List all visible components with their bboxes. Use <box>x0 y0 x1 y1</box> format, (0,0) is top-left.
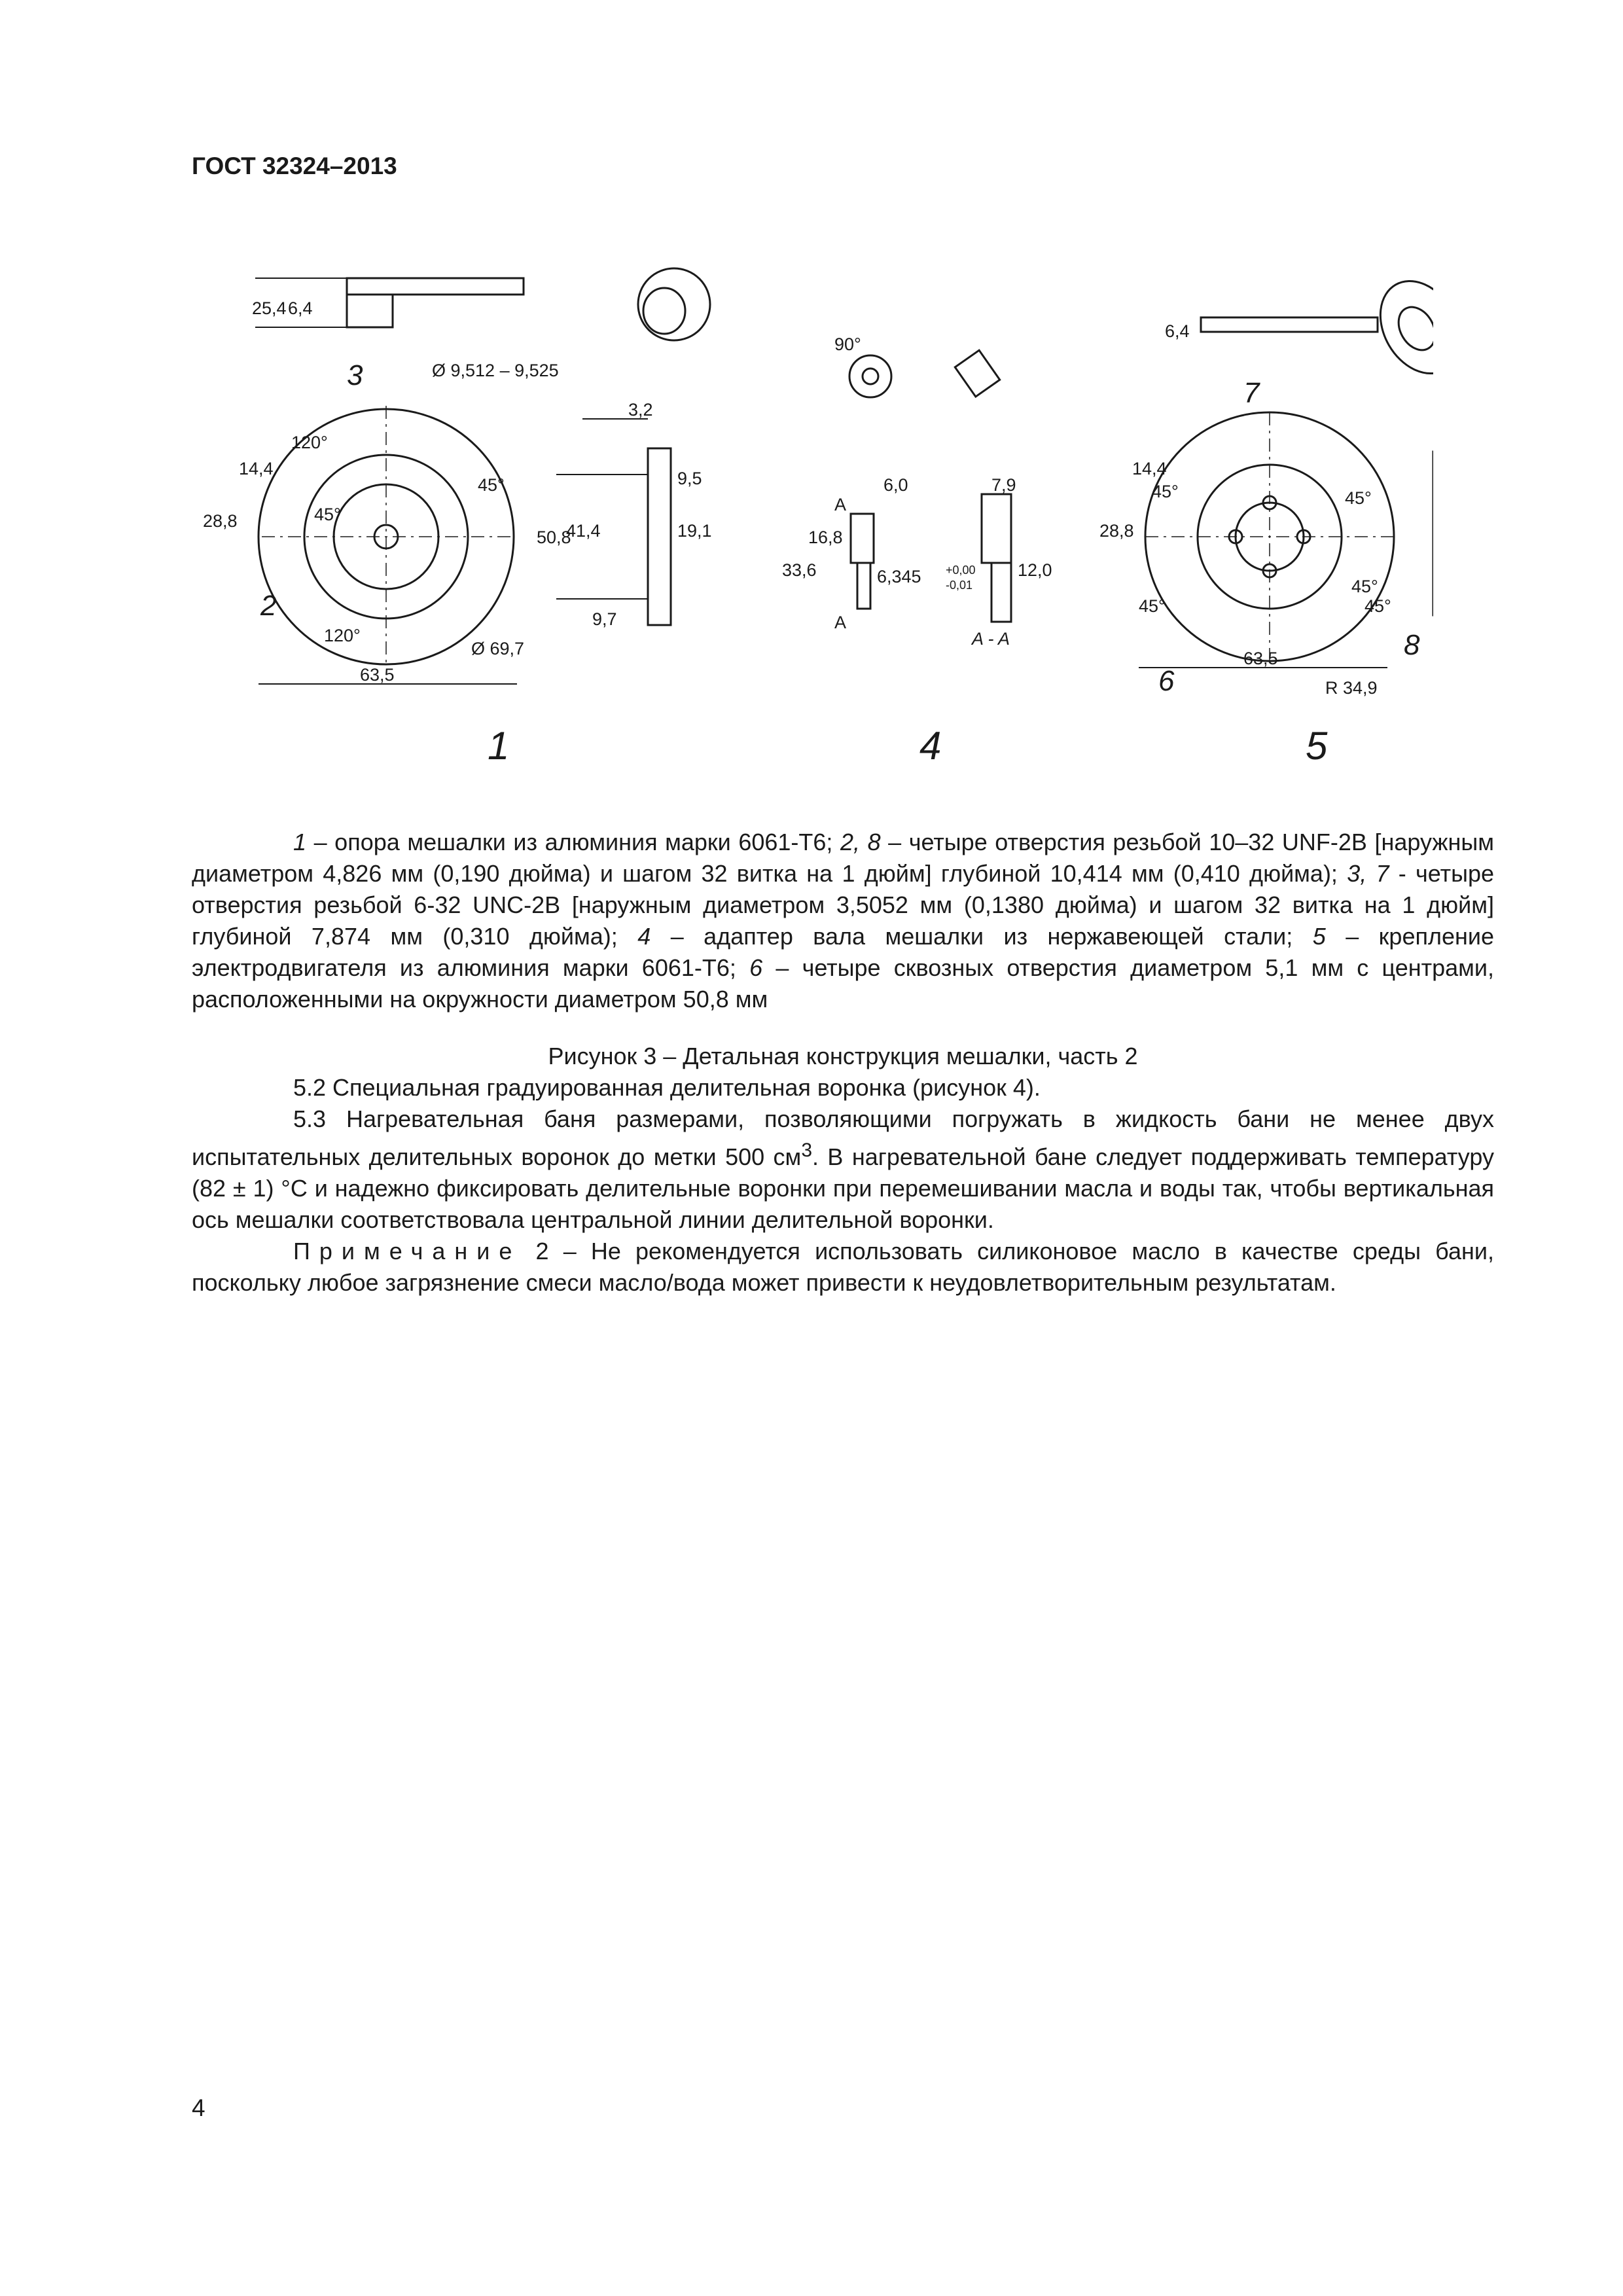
legend-ref: 6 <box>749 954 763 981</box>
dim-6-4-a: 6,4 <box>288 298 313 318</box>
dim-33-6: 33,6 <box>782 560 817 580</box>
dim-outer-diameter: Ø 69,7 <box>471 639 525 658</box>
drawing-svg <box>190 249 1433 792</box>
figure-title: Рисунок 3 – Детальная конструкция мешалки, часть 2 <box>548 1043 1138 1069</box>
legend-ref: 1 <box>293 829 307 855</box>
figure-legend <box>192 827 1494 1015</box>
dim-45-d: 45° <box>1345 488 1372 508</box>
part-number-5: 5 <box>1306 724 1328 768</box>
dim-9-7: 9,7 <box>592 609 617 629</box>
section-label: A - A <box>972 629 1010 649</box>
callout-3: 3 <box>347 359 363 391</box>
dim-25-4: 25,4 <box>252 298 287 318</box>
legend-ref: 2, 8 <box>840 829 881 855</box>
callout-2: 2 <box>260 590 277 622</box>
tol-upper: +0,00 <box>946 564 976 577</box>
section-mark-a-top: A <box>834 495 847 514</box>
dim-6-345: 6,345 <box>877 567 921 586</box>
superscript: 3 <box>801 1139 812 1161</box>
body-section <box>192 1072 1494 1299</box>
dim-16-8: 16,8 <box>808 528 843 547</box>
note-label: Примечание <box>293 1238 522 1265</box>
dim-41-4: 41,4 <box>566 521 601 541</box>
dim-14-4-b: 14,4 <box>1132 459 1167 478</box>
dim-14-4-a: 14,4 <box>239 459 274 478</box>
technical-drawing <box>190 249 1433 792</box>
dim-120-a: 120° <box>291 433 328 452</box>
paragraph-5-2: 5.2 Специальная градуированная делительная воронка (рисунок 4). <box>293 1074 1041 1101</box>
dim-45-c: 45° <box>1152 482 1179 501</box>
dim-45-f: 45° <box>1351 577 1378 596</box>
legend-text: - четыре отверстия резьбой 6-32 UNC-2B [наружным диаметром 3,5052 мм (0,1380 дюйма) и шагом 32 витка на 1 дюйм] глубиной 7,874 мм (0,310 дюйма); <box>192 860 1495 950</box>
legend-paragraph <box>192 827 1494 1015</box>
dim-7-9: 7,9 <box>991 475 1016 495</box>
legend-text: – четыре сквозных отверстия диаметром 5,1 мм с центрами, расположенными на окружности диаметром 50,8 мм <box>192 954 1494 1013</box>
legend-text: – адаптер вала мешалки из нержавеющей стали; <box>651 923 1313 950</box>
paragraph-text: 5.3 Нагревательная баня размерами, позволяющими погружать в жидкость бани не менее двух испытательных делительных воронок до метки 500 см <box>192 1105 1494 1170</box>
part-number-4: 4 <box>919 724 942 768</box>
dim-3-2: 3,2 <box>628 400 653 420</box>
dim-63-5-b: 63,5 <box>1243 649 1278 668</box>
section-mark-a-bottom: A <box>834 613 847 632</box>
dim-19-1: 19,1 <box>677 521 712 541</box>
dim-6-4-b: 6,4 <box>1165 321 1190 341</box>
dim-12-0: 12,0 <box>1018 560 1052 580</box>
note-text: 2 – Не рекомендуется использовать силиконовое масло в качестве среды бани, поскольку любое загрязнение смеси масло/вода может привести к неудовлетворительным результатам. <box>192 1238 1494 1296</box>
callout-8: 8 <box>1404 629 1420 661</box>
dim-50-8: 50,8 <box>537 528 571 547</box>
tol-lower: -0,01 <box>946 579 973 592</box>
dim-45-e: 45° <box>1139 596 1166 616</box>
dim-28-8-a: 28,8 <box>203 511 238 531</box>
part-number-1: 1 <box>488 724 510 768</box>
legend-text: – крепление электродвигателя из алюминия марки 6061-Т6; <box>192 923 1494 981</box>
dim-6-0: 6,0 <box>883 475 908 495</box>
dim-45-g: 45° <box>1364 596 1391 616</box>
dim-45-b: 45° <box>478 475 505 495</box>
callout-6: 6 <box>1158 665 1175 697</box>
page-number: 4 <box>192 2094 205 2121</box>
dim-120-b: 120° <box>324 626 361 645</box>
legend-ref: 3, 7 <box>1347 860 1389 887</box>
paragraph-5-3 <box>192 1103 1494 1236</box>
dim-28-8-b: 28,8 <box>1099 521 1134 541</box>
dim-90: 90° <box>834 334 861 354</box>
legend-ref: 5 <box>1312 923 1326 950</box>
dim-r34-9: R 34,9 <box>1325 678 1378 698</box>
callout-7: 7 <box>1243 377 1260 409</box>
dim-bore-diameter: Ø 9,512 – 9,525 <box>432 361 559 380</box>
dim-9-5: 9,5 <box>677 469 702 488</box>
legend-text: – четыре отверстия резьбой 10–32 UNF-2B [наружным диаметром 4,826 мм (0,190 дюйма) и шагом 32 витка на 1 дюйм] глубиной 10,414 мм (0,410 дюйма); <box>192 829 1494 887</box>
document-id: ГОСТ 32324–2013 <box>192 152 397 179</box>
note-2 <box>192 1236 1494 1299</box>
paragraph-text: . В нагревательной бане следует поддерживать температуру (82 ± 1) °С и надежно фиксировать делительные воронки при перемешивании масла и воды так, чтобы вертикальная ось мешалки соответствовала центральной линии делительной воронки. <box>192 1143 1494 1233</box>
legend-ref: 4 <box>637 923 651 950</box>
dim-45-a: 45° <box>314 505 341 524</box>
legend-text: – опора мешалки из алюминия марки 6061-Т6; <box>306 829 840 855</box>
dim-63-5-a: 63,5 <box>360 665 395 685</box>
